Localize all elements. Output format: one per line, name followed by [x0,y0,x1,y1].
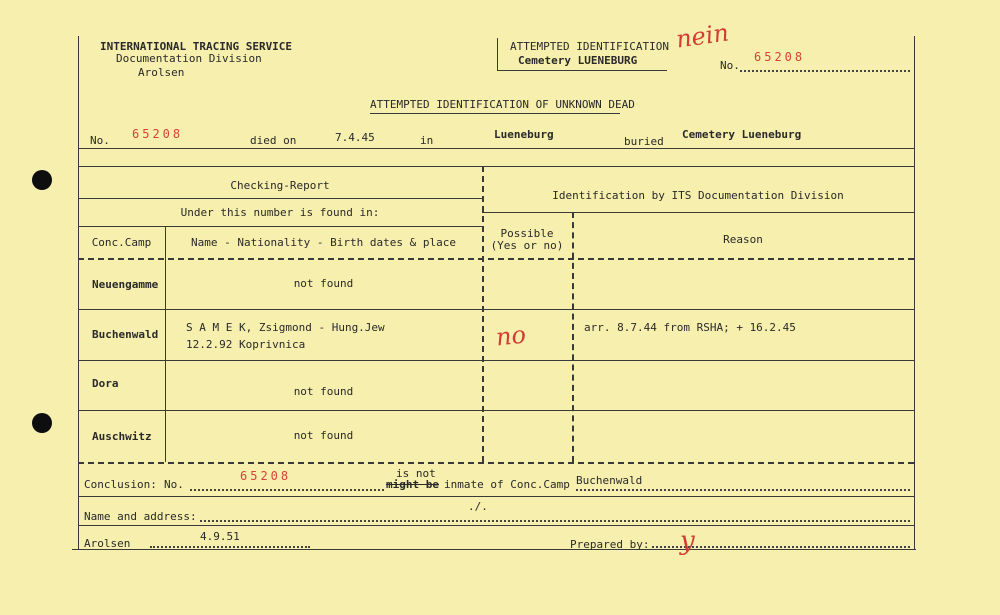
conclusion-camp-value: Buchenwald [576,474,643,487]
prepared-initial: y [680,526,695,556]
checking-subtitle: Under this number is found in: [180,206,380,219]
rule-header-bottom [78,258,914,260]
col-header-name: Name - Nationality - Birth dates & place [191,236,456,249]
conclusion-might-be: might be [386,478,439,491]
prepared-label: Prepared by: [570,538,650,551]
rule-checking-cols [78,226,482,227]
rule-name-bottom [78,525,914,526]
ident-title: Identification by ITS Documentation Division [552,189,844,202]
rule-conclusion-bottom [78,496,914,497]
col-divider-main [482,166,484,462]
record-buried-label: buried [624,135,664,148]
header-box-title: ATTEMPTED IDENTIFICATION [510,40,669,53]
record-buried-value: Cemetery Lueneburg [682,128,802,141]
row-name-buchenwald-2: 12.2.92 Koprivnica [186,338,306,351]
record-died-value: 7.4.45 [335,131,375,144]
rule-checking-sub [78,198,482,199]
record-in-value: Lueneburg [494,128,554,141]
name-address-dots [200,520,910,522]
header-box-subtitle: Cemetery LUENEBURG [518,54,638,67]
header-no-label: No. [720,59,740,72]
rule-ident-sub [482,212,914,213]
col-header-possible-2: (Yes or no) [490,239,564,252]
row-camp-neuengamme: Neuengamme [92,278,159,291]
rule-row-1 [78,309,914,310]
col-divider-camp [165,226,166,462]
document-title: ATTEMPTED IDENTIFICATION OF UNKNOWN DEAD [370,98,635,111]
rule-row-2 [78,360,914,361]
frame-left [78,36,79,549]
rule-row-3 [78,410,914,411]
rule-top [78,148,914,149]
name-address-label: Name and address: [84,510,197,523]
frame-bottom [72,549,916,550]
conclusion-dots-1 [190,489,384,491]
row-camp-auschwitz: Auschwitz [92,430,152,443]
footer-date-dots [150,546,310,548]
handwritten-nein: nein [674,18,731,54]
name-address-value: ./. [468,500,488,513]
row-possible-buchenwald: no [494,320,528,352]
org-line-2: Documentation Division [116,52,262,65]
footer-place: Arolsen [84,537,131,550]
conclusion-is-not: is not [396,467,436,480]
row-camp-dora: Dora [92,377,119,390]
conclusion-dots-2 [576,489,910,491]
checking-title: Checking-Report [230,179,330,192]
conclusion-inmate-text: inmate of Conc.Camp [444,478,570,491]
header-box-left [497,38,498,70]
rule-table-bottom [78,462,914,464]
row-camp-buchenwald: Buchenwald [92,328,159,341]
col-header-camp: Conc.Camp [91,236,152,249]
title-underline [370,113,620,114]
record-died-label: died on [250,134,297,147]
record-in-label: in [420,134,434,147]
punch-hole-top [32,170,52,190]
header-no-dots [740,70,910,72]
row-name-buchenwald-1: S A M E K, Zsigmond - Hung.Jew [186,321,385,334]
rule-top-2 [78,166,914,167]
record-no-label: No. [90,134,110,147]
punch-hole-bottom [32,413,52,433]
footer-date: 4.9.51 [200,530,240,543]
col-header-possible-1: Possible [500,227,554,240]
org-line-3: Arolsen [138,66,185,79]
conclusion-no-value: 65208 [240,469,292,483]
header-no-value: 65208 [754,50,806,64]
row-name-auschwitz: not found [293,429,354,442]
row-name-neuengamme: not found [293,277,354,290]
col-header-reason: Reason [723,233,763,246]
frame-right [914,36,915,549]
col-divider-possible [572,212,574,462]
org-line-1: INTERNATIONAL TRACING SERVICE [100,40,293,53]
row-name-dora: not found [293,385,354,398]
conclusion-no-label: No. [164,478,184,491]
row-reason-buchenwald: arr. 8.7.44 from RSHA; + 16.2.45 [584,321,796,334]
conclusion-label: Conclusion: [84,478,157,491]
record-no-value: 65208 [132,127,184,141]
header-box-bottom [497,70,667,71]
